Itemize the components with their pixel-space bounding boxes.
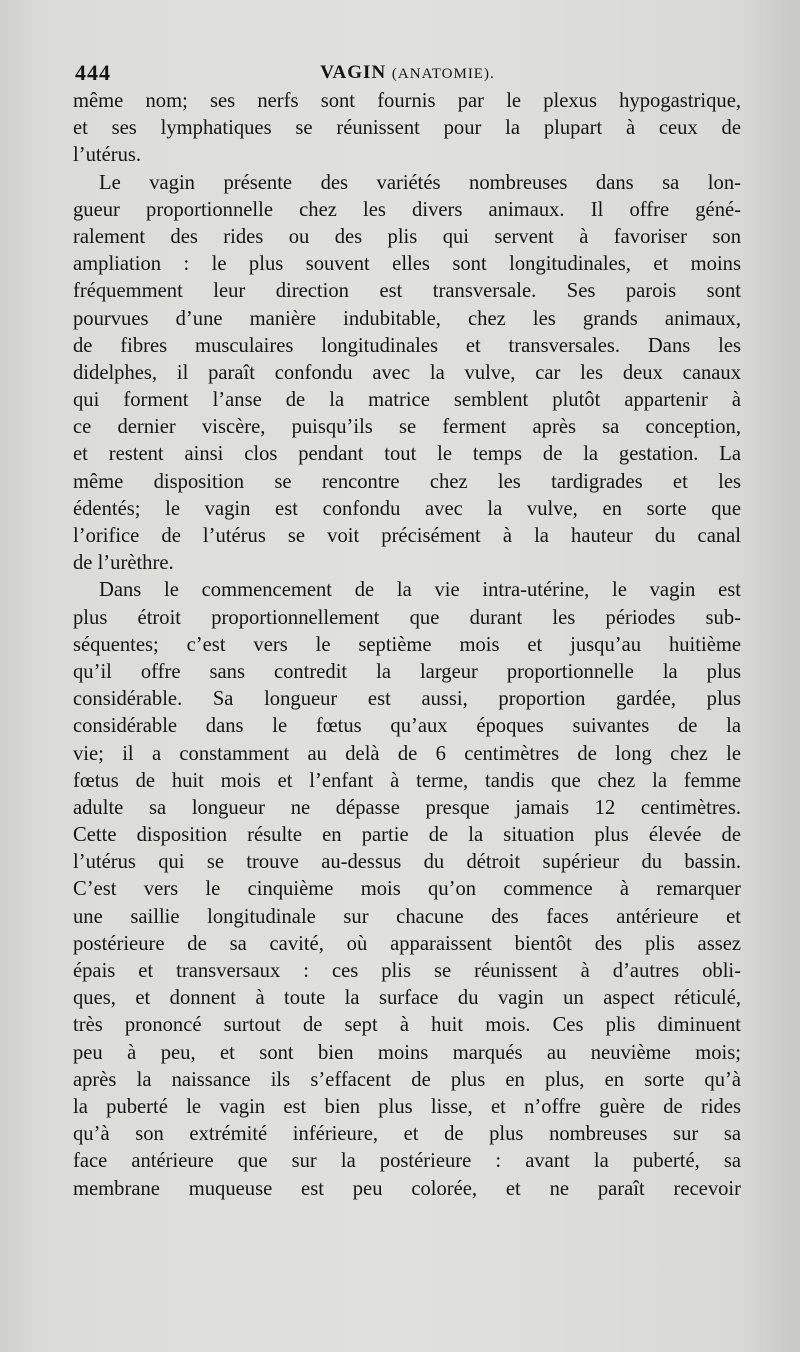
text-line: et ses lymphatiques se réunissent pour la plupart à ceux de (73, 117, 741, 140)
text-line: vie; il a constamment au delà de 6 centimètres de long chez le (73, 742, 741, 765)
page-number: 444 (75, 60, 111, 85)
text-line: de l’urèthre. (73, 552, 174, 575)
running-title-main: VAGIN (320, 62, 387, 83)
text-line: membrane muqueuse est peu colorée, et ne paraît recevoir (73, 1177, 741, 1200)
text-line: considérable dans le fœtus qu’aux époques suivantes de la (73, 715, 741, 738)
text-line: fréquemment leur direction est transversale. Ses parois sont (73, 280, 741, 303)
text-line: une saillie longitudinale sur chacune des faces antérieure et (73, 905, 741, 928)
text-line: l’utérus qui se trouve au-dessus du détroit supérieur du bassin. (73, 851, 741, 874)
text-line: l’utérus. (73, 144, 142, 167)
text-line: ques, et donnent à toute la surface du vagin un aspect réticulé, (73, 987, 741, 1010)
page-header (75, 60, 740, 90)
text-line: postérieure de sa cavité, où apparaissent bientôt des plis assez (73, 932, 741, 955)
text-line: après la naissance ils s’effacent de plus en plus, en sorte qu’à (73, 1068, 741, 1091)
text-line: didelphes, il paraît confondu avec la vulve, car les deux canaux (73, 361, 741, 384)
text-line: très prononcé surtout de sept à huit mois. Ces plis diminuent (73, 1014, 741, 1037)
text-line: ce dernier viscère, puisqu’ils se ferment après sa conception, (73, 416, 741, 439)
text-line: l’orifice de l’utérus se voit précisément à la hauteur du canal (73, 525, 741, 547)
body-text (73, 88, 741, 1203)
text-line: qu’à son extrémité inférieure, et de plus nombreuses sur sa (73, 1123, 741, 1146)
running-title-subtitle: (ANATOMIE). (391, 66, 495, 82)
text-line: C’est vers le cinquième mois qu’on commence à remarquer (73, 878, 741, 901)
text-line: et restent ainsi clos pendant tout le temps de la gestation. La (73, 443, 741, 466)
text-line: adulte sa longueur ne dépasse presque jamais 12 centimètres. (73, 796, 741, 819)
text-line: Cette disposition résulte en partie de la situation plus élevée de (73, 824, 741, 847)
text-line: plus étroit proportionnellement que durant les périodes sub- (73, 606, 741, 629)
text-line: pourvues d’une manière indubitable, chez les grands animaux, (73, 307, 741, 330)
text-line: Dans le commencement de la vie intra-utérine, le vagin est (99, 579, 741, 602)
text-line: gueur proportionnelle chez les divers animaux. Il offre géné- (73, 198, 741, 221)
text-line: considérable. Sa longueur est aussi, proportion gardée, plus (73, 688, 741, 711)
text-line: face antérieure que sur la postérieure : avant la puberté, sa (73, 1150, 741, 1173)
text-line: édentés; le vagin est confondu avec la vulve, en sorte que (73, 497, 741, 520)
text-line: séquentes; c’est vers le septième mois et jusqu’au huitième (73, 633, 741, 656)
text-line: Le vagin présente des variétés nombreuses dans sa lon- (99, 171, 741, 194)
text-line: épais et transversaux : ces plis se réunissent à d’autres obli- (73, 960, 741, 982)
text-line: qu’il offre sans contredit la largeur proportionnelle la plus (73, 660, 741, 683)
text-line: même disposition se rencontre chez les tardigrades et les (73, 470, 741, 493)
text-line: de fibres musculaires longitudinales et transversales. Dans les (73, 334, 741, 357)
text-line: ampliation : le plus souvent elles sont longitudinales, et moins (73, 253, 741, 276)
text-line: peu à peu, et sont bien moins marqués au neuvième mois; (73, 1041, 741, 1064)
text-line: la puberté le vagin est bien plus lisse, et n’offre guère de rides (73, 1095, 741, 1118)
running-title (75, 62, 740, 84)
text-line: qui forment l’anse de la matrice semblent plutôt appartenir à (73, 389, 741, 412)
text-line: ralement des rides ou des plis qui servent à favoriser son (73, 225, 741, 248)
text-line: fœtus de huit mois et l’enfant à terme, tandis que chez la femme (73, 769, 741, 792)
text-line: même nom; ses nerfs sont fournis par le plexus hypogastrique, (73, 90, 741, 112)
